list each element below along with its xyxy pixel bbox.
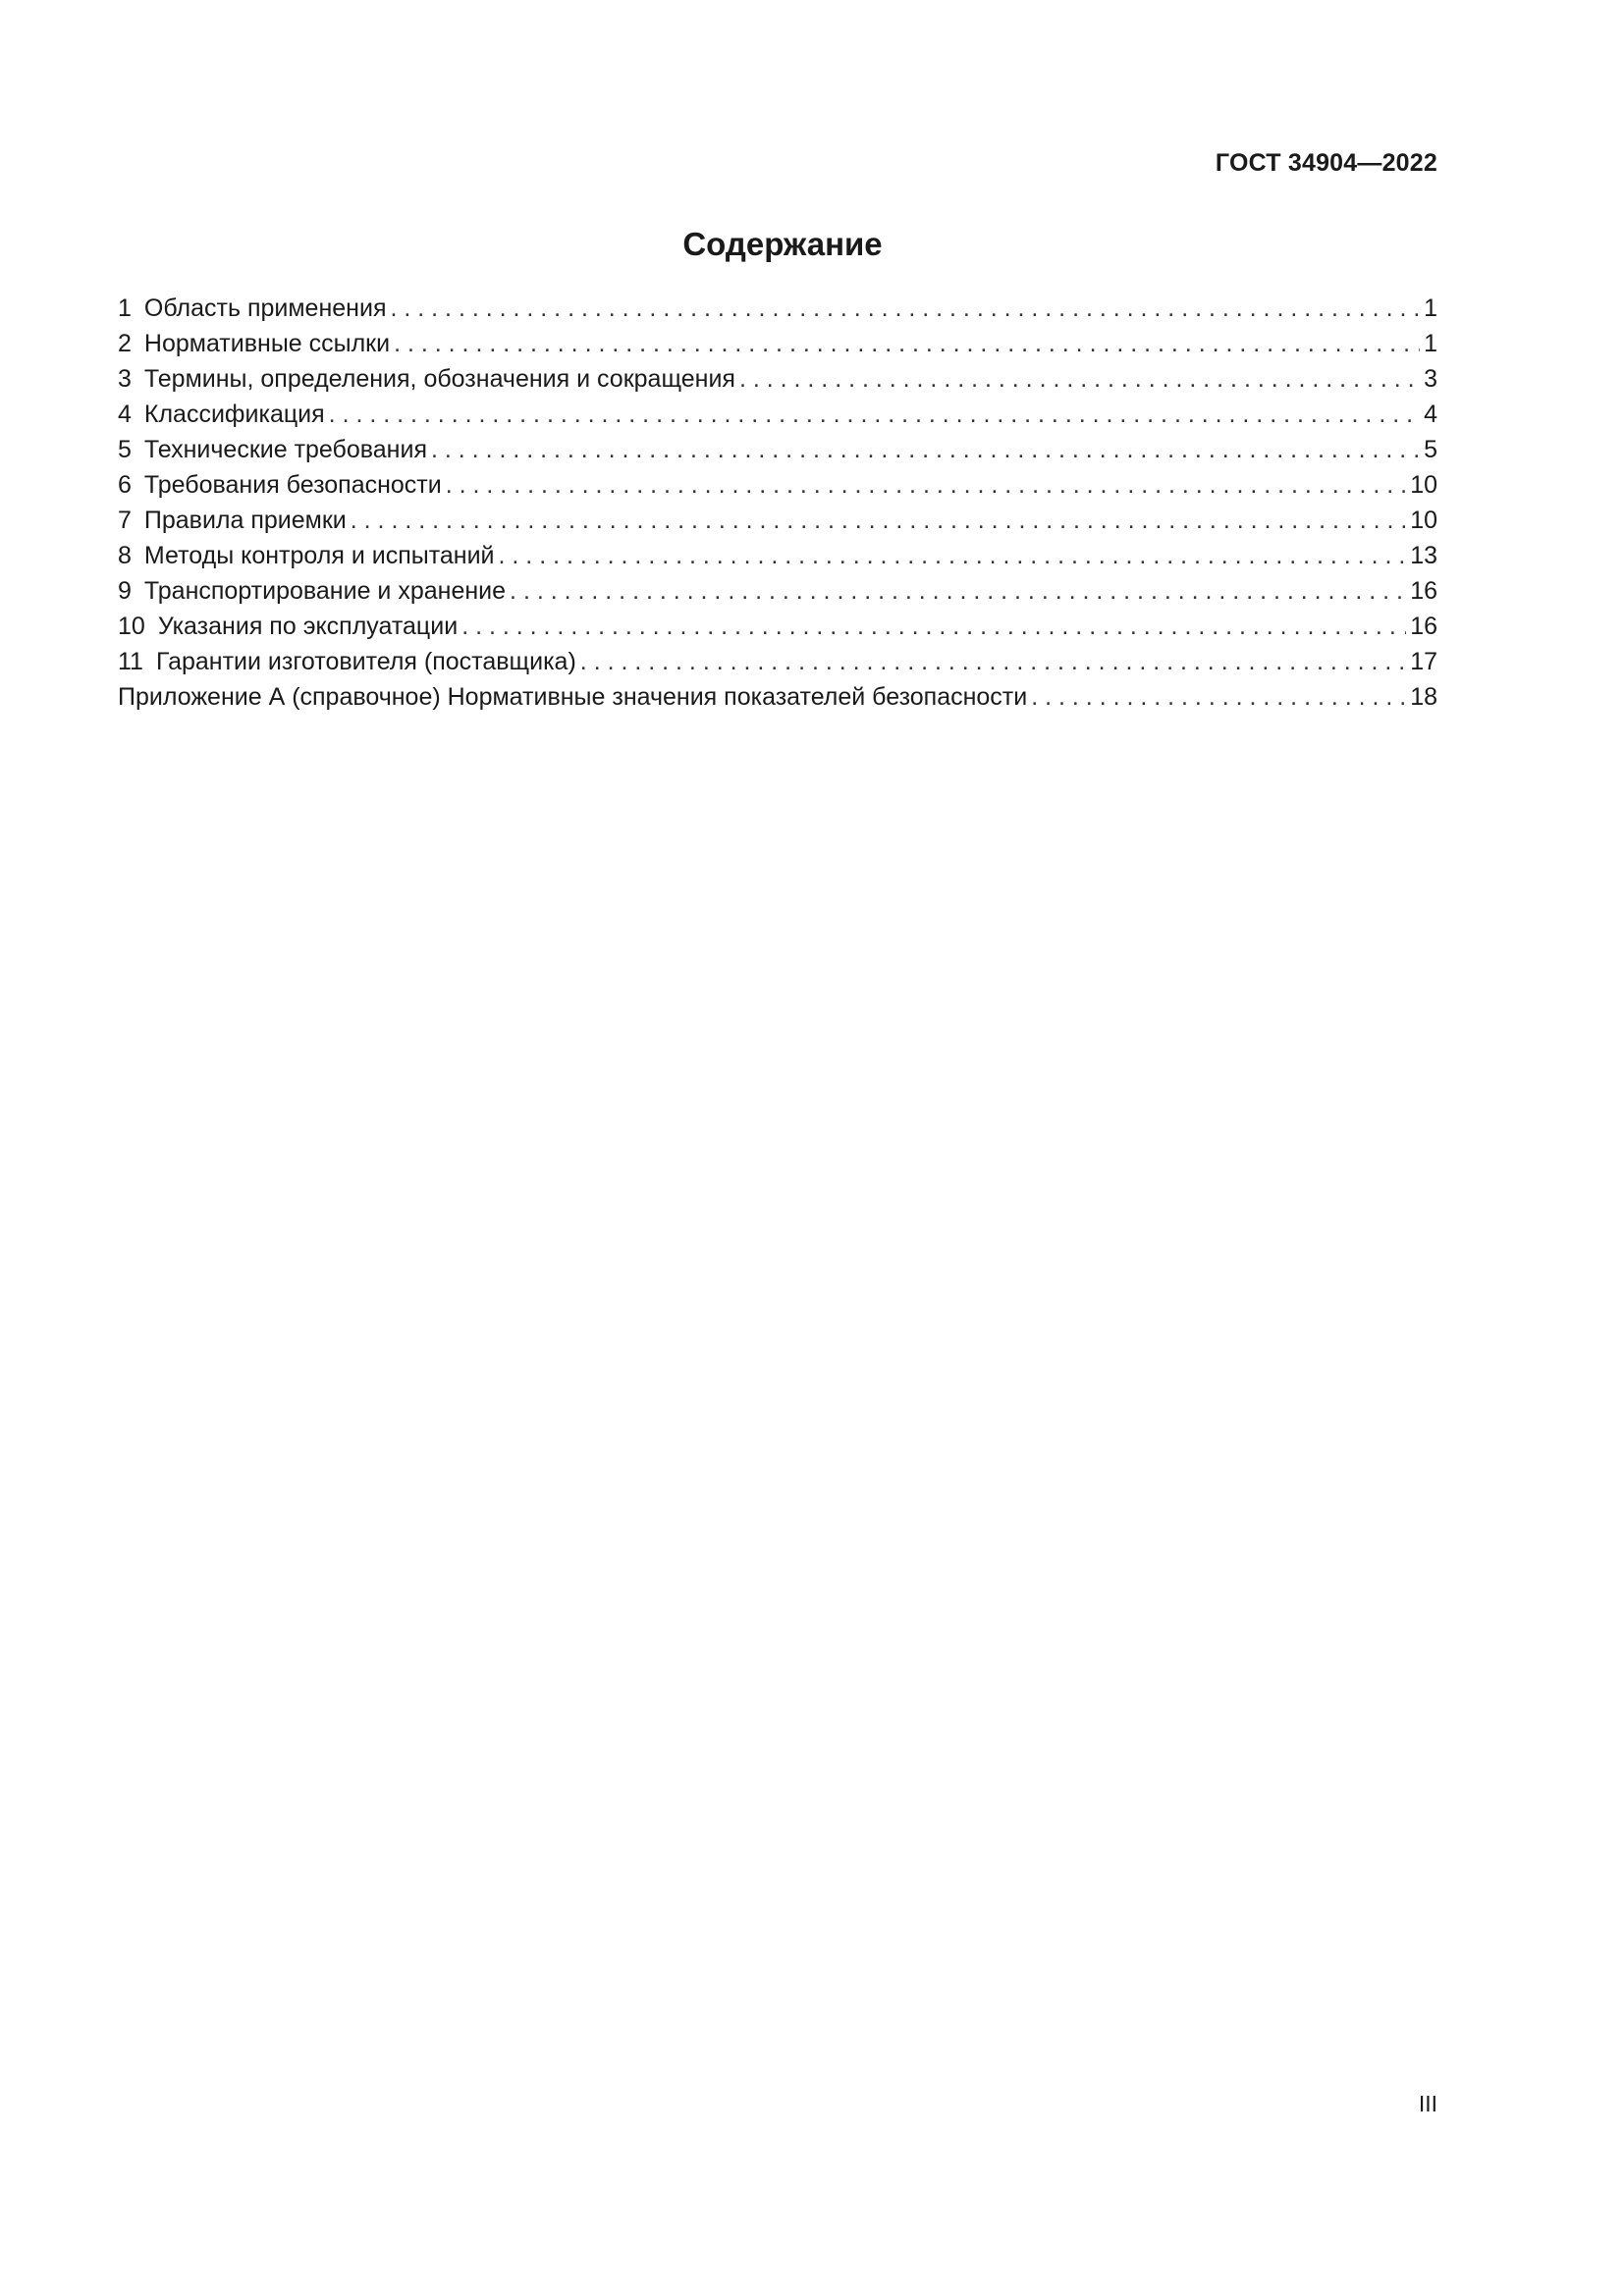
toc-entry-number: 1 xyxy=(118,294,132,322)
toc-leader-dots xyxy=(390,291,1420,326)
toc-entry-title: Правила приемки xyxy=(143,507,347,534)
toc-entry-title: Требования безопасности xyxy=(143,471,442,499)
toc-entry-title: Термины, определения, обозначения и сокращения xyxy=(143,365,735,393)
toc-entry-title: Область применения xyxy=(143,294,387,322)
toc-leader-dots xyxy=(499,538,1407,573)
toc-leader-dots xyxy=(329,397,1420,432)
toc-entry-title: Приложение А (справочное) Нормативные значения показателей безопасности xyxy=(118,683,1028,711)
toc-entry-title: Гарантии изготовителя (поставщика) xyxy=(155,648,576,675)
toc-entry-1[interactable] xyxy=(118,291,1437,326)
toc-leader-dots xyxy=(446,467,1406,503)
toc-entry-title: Транспортирование и хранение xyxy=(143,577,507,605)
toc-entry-11[interactable] xyxy=(118,644,1437,679)
toc-title: Содержание xyxy=(682,226,883,262)
toc-leader-dots xyxy=(394,326,1420,361)
toc-entry-page: 1 xyxy=(1424,294,1437,322)
toc-entry-number: 5 xyxy=(118,436,132,463)
toc-leader-dots xyxy=(1031,679,1406,715)
toc-entry-6[interactable] xyxy=(118,467,1437,503)
table-of-contents xyxy=(118,291,1437,715)
toc-entry-page: 16 xyxy=(1410,613,1437,640)
toc-entry-number: 10 xyxy=(118,613,145,640)
document-code: ГОСТ 34904—2022 xyxy=(1215,149,1437,177)
toc-entry-title: Классификация xyxy=(143,400,325,428)
toc-entry-page: 5 xyxy=(1424,436,1437,463)
toc-entry-4[interactable] xyxy=(118,397,1437,432)
toc-entry-number: 2 xyxy=(118,330,132,357)
toc-entry-page: 1 xyxy=(1424,330,1437,357)
toc-leader-dots xyxy=(351,503,1406,538)
toc-leader-dots xyxy=(431,432,1420,467)
toc-entry-number: 4 xyxy=(118,400,132,428)
toc-entry-page: 16 xyxy=(1410,577,1437,605)
toc-entry-page: 17 xyxy=(1410,648,1437,675)
toc-entry-7[interactable] xyxy=(118,503,1437,538)
toc-entry-page: 18 xyxy=(1410,683,1437,711)
toc-entry-title: Нормативные ссылки xyxy=(143,330,391,357)
toc-entry-9[interactable] xyxy=(118,573,1437,609)
toc-entry-8[interactable] xyxy=(118,538,1437,573)
toc-entry-2[interactable] xyxy=(118,326,1437,361)
toc-entry-page: 13 xyxy=(1410,542,1437,569)
toc-entry-page: 3 xyxy=(1424,365,1437,393)
toc-entry-title: Методы контроля и испытаний xyxy=(143,542,495,569)
toc-entry-page: 10 xyxy=(1410,471,1437,499)
toc-entry-5[interactable] xyxy=(118,432,1437,467)
toc-entry-page: 10 xyxy=(1410,507,1437,534)
toc-leader-dots xyxy=(461,609,1406,644)
toc-entry-number: 11 xyxy=(118,648,143,675)
toc-entry-number: 6 xyxy=(118,471,132,499)
toc-entry-appendix-a[interactable] xyxy=(118,679,1437,715)
toc-entry-number: 9 xyxy=(118,577,132,605)
toc-leader-dots xyxy=(510,573,1406,609)
toc-entry-title: Указания по эксплуатации xyxy=(157,613,459,640)
toc-entry-number: 8 xyxy=(118,542,132,569)
toc-leader-dots xyxy=(739,361,1420,397)
toc-entry-10[interactable] xyxy=(118,609,1437,644)
toc-entry-3[interactable] xyxy=(118,361,1437,397)
toc-entry-number: 7 xyxy=(118,507,132,534)
page-number: III xyxy=(1418,2091,1437,2116)
toc-leader-dots xyxy=(580,644,1406,679)
toc-entry-number: 3 xyxy=(118,365,132,393)
toc-entry-page: 4 xyxy=(1424,400,1437,428)
toc-entry-title: Технические требования xyxy=(143,436,427,463)
